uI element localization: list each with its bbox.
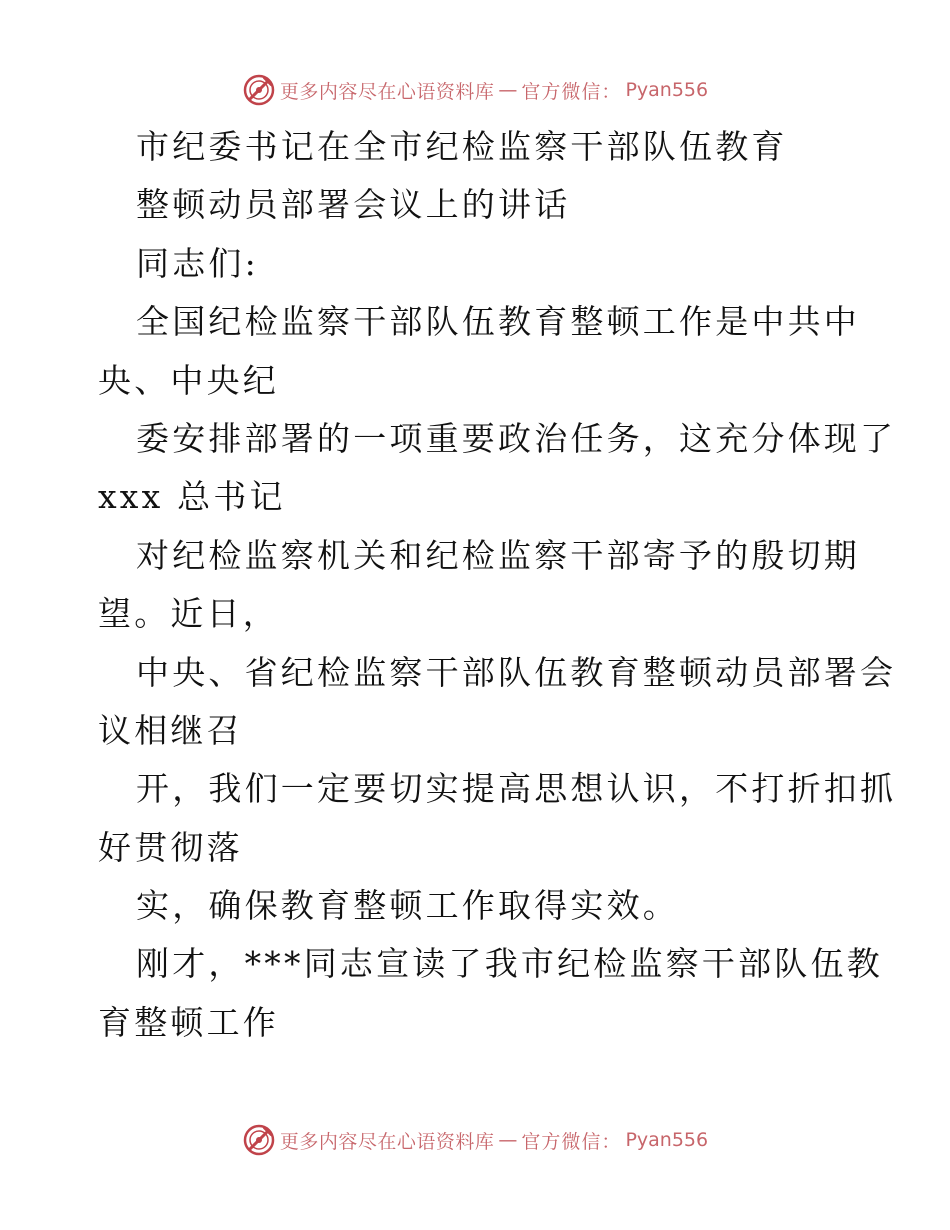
footer-banner-text: 更多内容尽在心语资料库 [279, 1130, 495, 1153]
paragraph-line: 全国纪检监察干部队伍教育整顿工作是中共中 [136, 302, 860, 342]
paragraph-line: 议相继召 [98, 710, 243, 750]
salutation: 同志们: [136, 243, 259, 283]
seal-logo-icon [242, 1123, 276, 1157]
paragraph-line: 委安排部署的一项重要政治任务，这充分体现了 [136, 418, 897, 458]
footer-banner [0, 1120, 950, 1160]
header-wechat-label: 官方微信： [521, 80, 622, 103]
paragraph-line: 育整顿工作 [98, 1002, 279, 1042]
footer-banner-dash: — [498, 1129, 518, 1151]
footer-wechat-label: 官方微信： [521, 1130, 622, 1153]
header-banner [0, 70, 950, 110]
header-banner-text: 更多内容尽在心语资料库 [279, 80, 495, 103]
title-line-2: 整顿动员部署会议上的讲话 [136, 185, 571, 225]
paragraph-line: 央、中央纪 [98, 360, 279, 400]
paragraph-line: 对纪检监察机关和纪检监察干部寄予的殷切期 [136, 535, 860, 575]
title-line-1: 市纪委书记在全市纪检监察干部队伍教育 [136, 127, 788, 166]
paragraph-line: 刚才，***同志宣读了我市纪检监察干部队伍教 [136, 944, 883, 984]
header-wechat-id: Pyan556 [625, 79, 709, 101]
paragraph-line: 好贯彻落 [98, 827, 243, 867]
footer-banner-content [242, 1123, 708, 1157]
header-banner-content [242, 73, 708, 107]
paragraph-line: 实，确保教育整顿工作取得实效。 [136, 886, 679, 926]
footer-wechat-id: Pyan556 [625, 1129, 709, 1151]
document-body [98, 118, 897, 1052]
seal-logo-icon [242, 73, 276, 107]
paragraph-line: 中央、省纪检监察干部队伍教育整顿动员部署会 [136, 652, 897, 692]
paragraph-line: 开，我们一定要切实提高思想认识，不打折扣抓 [136, 769, 897, 809]
header-banner-dash: — [498, 79, 518, 101]
paragraph-line: 望。近日， [98, 594, 279, 634]
paragraph-line: xxx 总书记 [98, 477, 286, 517]
